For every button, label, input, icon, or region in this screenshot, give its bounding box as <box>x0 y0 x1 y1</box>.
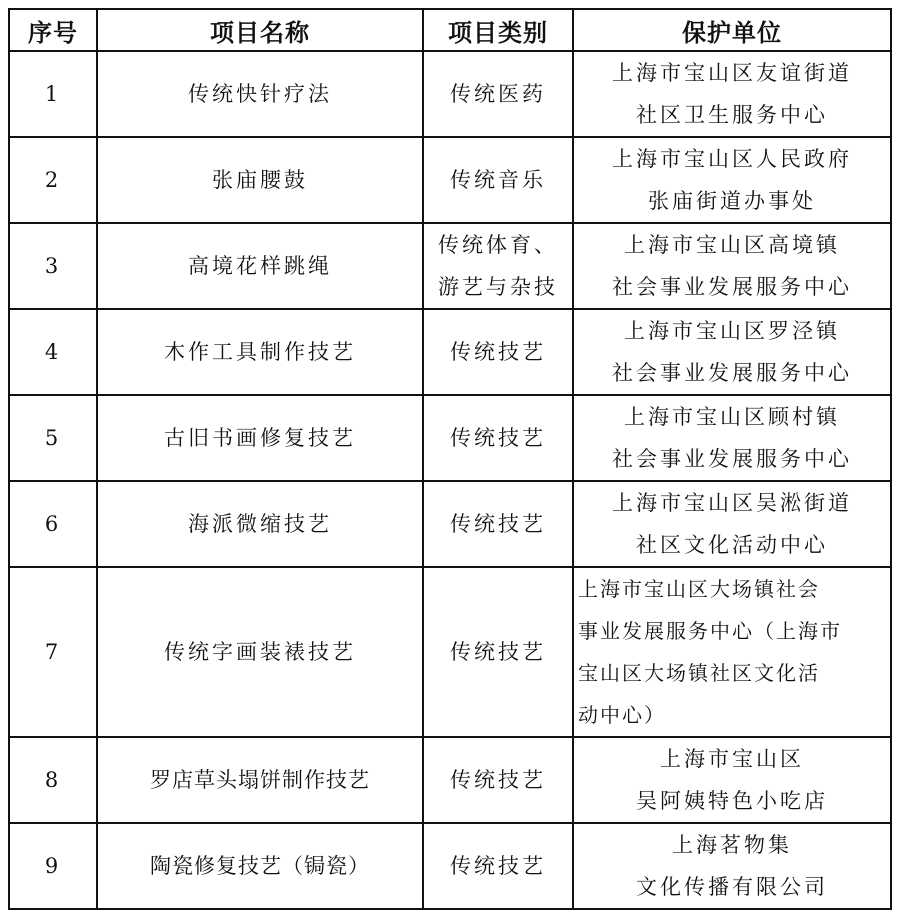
cell-project-name: 海派微缩技艺 <box>97 481 423 567</box>
heritage-table <box>8 8 892 910</box>
cell-serial-number: 6 <box>9 481 97 567</box>
table-row <box>9 137 891 223</box>
cell-protection-unit: 上海市宝山区顾村镇 社会事业发展服务中心 <box>573 395 891 481</box>
cell-project-category: 传统技艺 <box>423 823 573 909</box>
cell-project-category: 传统体育、 游艺与杂技 <box>423 223 573 309</box>
table-row <box>9 481 891 567</box>
cell-project-category: 传统医药 <box>423 51 573 137</box>
cell-project-category: 传统技艺 <box>423 481 573 567</box>
table-row <box>9 223 891 309</box>
cell-protection-unit: 上海市宝山区人民政府 张庙街道办事处 <box>573 137 891 223</box>
cell-protection-unit: 上海市宝山区罗泾镇 社会事业发展服务中心 <box>573 309 891 395</box>
cell-project-name: 高境花样跳绳 <box>97 223 423 309</box>
cell-protection-unit: 上海市宝山区友谊街道 社区卫生服务中心 <box>573 51 891 137</box>
table-row <box>9 567 891 737</box>
cell-project-category: 传统技艺 <box>423 737 573 823</box>
header-project-category: 项目类别 <box>423 9 573 51</box>
cell-serial-number: 4 <box>9 309 97 395</box>
cell-protection-unit: 上海市宝山区大场镇社会 事业发展服务中心（上海市 宝山区大场镇社区文化活 动中心） <box>573 567 891 737</box>
cell-project-name: 罗店草头塌饼制作技艺 <box>97 737 423 823</box>
cell-project-name: 陶瓷修复技艺（锔瓷） <box>97 823 423 909</box>
cell-project-name: 传统字画装裱技艺 <box>97 567 423 737</box>
cell-serial-number: 1 <box>9 51 97 137</box>
table-row <box>9 51 891 137</box>
cell-project-category: 传统技艺 <box>423 309 573 395</box>
header-serial-number: 序号 <box>9 9 97 51</box>
cell-project-name: 古旧书画修复技艺 <box>97 395 423 481</box>
cell-serial-number: 2 <box>9 137 97 223</box>
cell-serial-number: 9 <box>9 823 97 909</box>
table-row <box>9 395 891 481</box>
cell-protection-unit: 上海市宝山区吴淞街道 社区文化活动中心 <box>573 481 891 567</box>
cell-project-name: 张庙腰鼓 <box>97 137 423 223</box>
cell-project-category: 传统技艺 <box>423 567 573 737</box>
cell-protection-unit: 上海市宝山区 吴阿姨特色小吃店 <box>573 737 891 823</box>
cell-protection-unit: 上海茗物集 文化传播有限公司 <box>573 823 891 909</box>
cell-protection-unit: 上海市宝山区高境镇 社会事业发展服务中心 <box>573 223 891 309</box>
header-row <box>9 9 891 51</box>
cell-serial-number: 3 <box>9 223 97 309</box>
cell-serial-number: 5 <box>9 395 97 481</box>
header-protection-unit: 保护单位 <box>573 9 891 51</box>
cell-serial-number: 8 <box>9 737 97 823</box>
cell-serial-number: 7 <box>9 567 97 737</box>
table-row <box>9 309 891 395</box>
cell-project-category: 传统音乐 <box>423 137 573 223</box>
table-row <box>9 737 891 823</box>
table-row <box>9 823 891 909</box>
cell-project-name: 传统快针疗法 <box>97 51 423 137</box>
header-project-name: 项目名称 <box>97 9 423 51</box>
cell-project-name: 木作工具制作技艺 <box>97 309 423 395</box>
cell-project-category: 传统技艺 <box>423 395 573 481</box>
